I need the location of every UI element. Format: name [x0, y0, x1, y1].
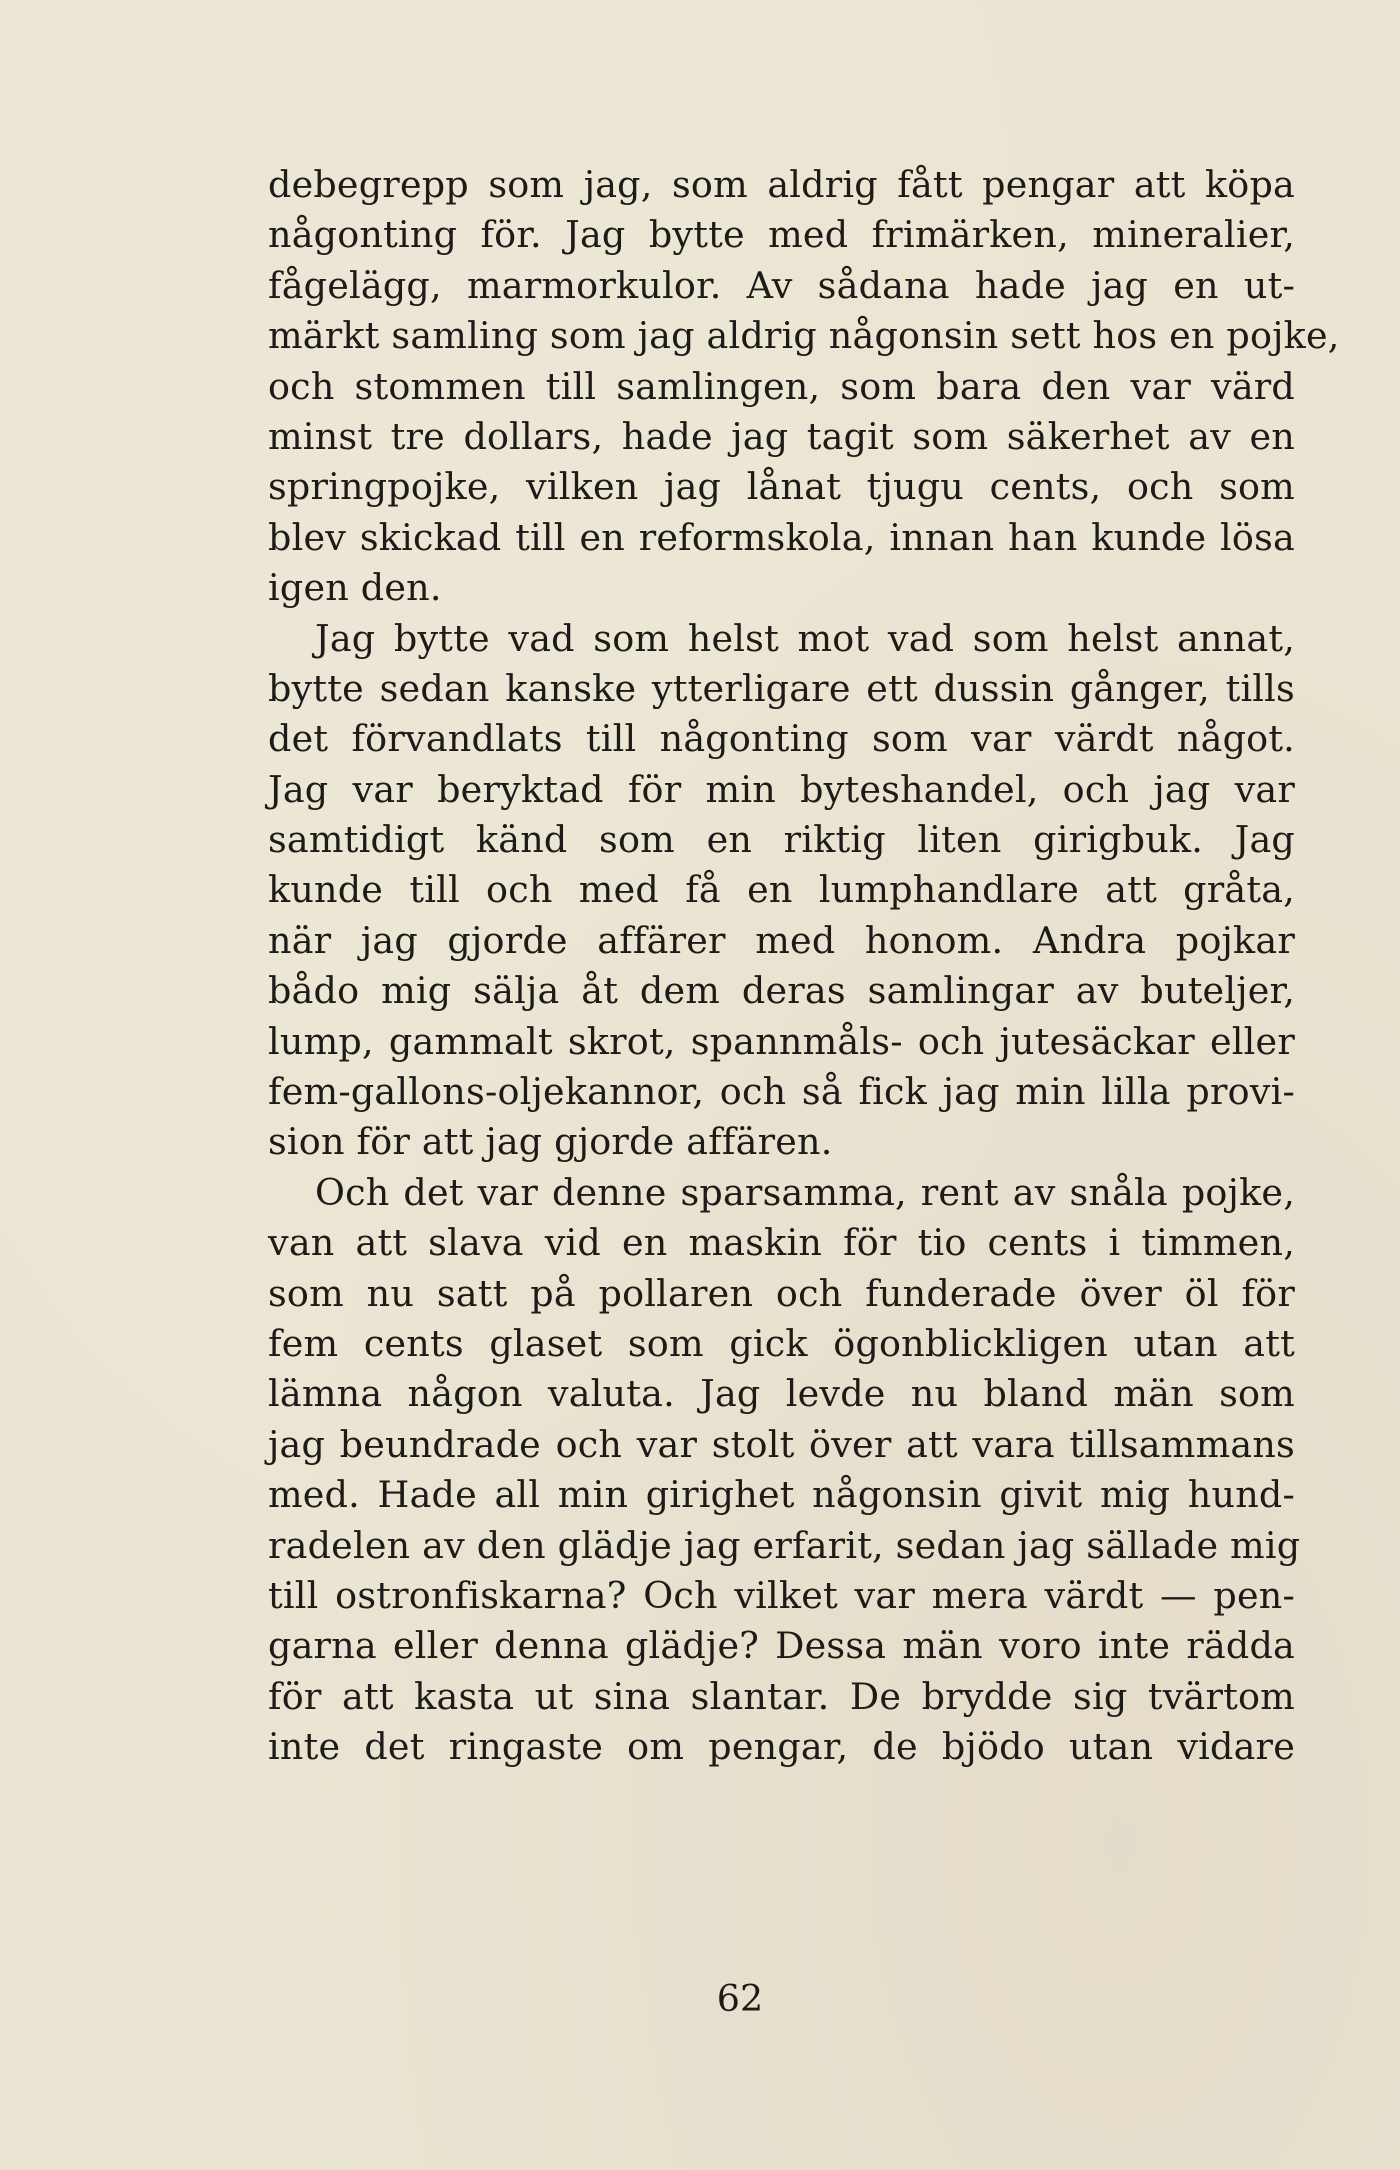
text-line: inte det ringaste om pengar, de bjödo utan vidare — [268, 1725, 1295, 1769]
text-line: Jag bytte vad som helst mot vad som helst annat, — [315, 616, 1295, 660]
text-line: bytte sedan kanske ytterligare ett dussin gånger, tills — [268, 666, 1295, 710]
text-line: fem-gallons-oljekannor, och så fick jag min lilla provi- — [268, 1070, 1295, 1114]
text-line: som nu satt på pollaren och funderade över öl för — [268, 1271, 1295, 1315]
text-line: när jag gjorde affärer med honom. Andra pojkar — [268, 918, 1295, 962]
text-line: igen den. — [268, 566, 442, 610]
text-line: märkt samling som jag aldrig någonsin sett hos en pojke, — [268, 314, 1340, 358]
text-line: och stommen till samlingen, som bara den var värd — [268, 364, 1295, 408]
text-line: kunde till och med få en lumphandlare att gråta, — [268, 868, 1295, 912]
text-line: debegrepp som jag, som aldrig fått pengar att köpa — [268, 163, 1295, 206]
text-line: Jag var beryktad för min byteshandel, och jag var — [268, 767, 1295, 811]
text-line: för att kasta ut sina slantar. De brydde sig tvärtom — [268, 1674, 1295, 1718]
page-number: 62 — [716, 1977, 764, 2020]
text-line: minst tre dollars, hade jag tagit som säkerhet av en — [268, 414, 1295, 458]
text-line: fem cents glaset som gick ögonblickligen utan att — [268, 1321, 1295, 1365]
text-line: lämna någon valuta. Jag levde nu bland män som — [268, 1372, 1295, 1416]
text-line: med. Hade all min girighet någonsin givit mig hund- — [268, 1473, 1295, 1517]
text-line: radelen av den glädje jag erfarit, sedan jag sällade mig — [268, 1523, 1301, 1567]
text-line: fågelägg, marmorkulor. Av sådana hade jag en ut- — [268, 263, 1295, 307]
text-line: van att slava vid en maskin för tio cents i timmen, — [268, 1221, 1295, 1265]
text-line: blev skickad till en reformskola, innan han kunde lösa — [268, 515, 1295, 559]
text-line: garna eller denna glädje? Dessa män voro inte rädda — [268, 1624, 1295, 1668]
text-line: någonting för. Jag bytte med frimärken, mineralier, — [268, 213, 1295, 257]
body-text — [268, 160, 1340, 1773]
text-line: sion för att jag gjorde affären. — [268, 1120, 833, 1164]
text-line: till ostronfiskarna? Och vilket var mera värdt — pen- — [268, 1573, 1295, 1617]
text-line: det förvandlats till någonting som var värdt något. — [268, 717, 1295, 761]
text-line: Och det var denne sparsamma, rent av snåla pojke, — [315, 1170, 1295, 1214]
text-line: bådo mig sälja åt dem deras samlingar av buteljer, — [268, 969, 1295, 1013]
text-line: samtidigt känd som en riktig liten girigbuk. Jag — [268, 818, 1295, 862]
text-line: springpojke, vilken jag lånat tjugu cents, och som — [268, 465, 1295, 509]
text-line: jag beundrade och var stolt över att vara tillsammans — [268, 1422, 1295, 1466]
text-line: lump, gammalt skrot, spannmåls- och jutesäckar eller — [268, 1019, 1295, 1063]
